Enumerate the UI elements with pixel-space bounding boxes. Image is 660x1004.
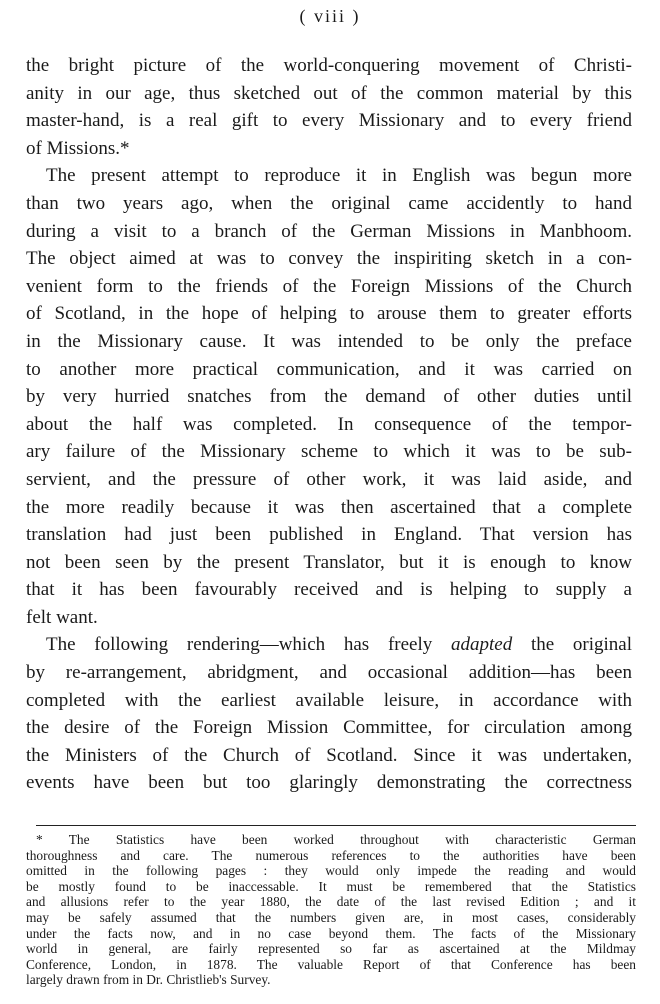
main-text (26, 52, 632, 797)
text-line: venient form to the friends of the Foreign Missions of the Church (26, 275, 632, 297)
text-line: in the Missionary cause. It was intended to be only the preface (26, 330, 632, 352)
text-line: not been seen by the present Translator, but it is enough to know (26, 551, 632, 573)
text-line: the Ministers of the Church of Scotland. Since it was undertaken, (26, 744, 632, 766)
footnote-line: and allusions refer to the year 1880, the date of the last revised Edition ; and it (26, 894, 636, 910)
text-fragment: the original (512, 634, 632, 656)
footnote-line: world in general, are fairly represented so far as ascertained at the Mildmay (26, 941, 636, 957)
text-line: that it has been favourably received and is helping to supply a (26, 579, 632, 601)
emphasis-text: adapted (450, 634, 513, 656)
footnote-line: may be safely assumed that the numbers given are, in most cases, considerably (26, 909, 636, 925)
footnote (26, 832, 636, 988)
text-line: by re-arrangement, abridgment, and occasional addition—has been (26, 662, 632, 684)
text-line: the desire of the Foreign Mission Committee, for circulation among (26, 717, 632, 739)
text-fragment: The following rendering—which has freely (46, 634, 451, 656)
text-line: the more readily because it was then ascertained that a complete (26, 496, 632, 518)
text-line: than two years ago, when the original came accidently to hand (26, 192, 632, 214)
footnote-line: Conference, London, in 1878. The valuable Report of that Conference has been (26, 956, 636, 972)
text-line: completed with the earliest available leisure, in accordance with (26, 689, 632, 711)
footnote-line: thoroughness and care. The numerous references to the authorities have been (26, 847, 636, 863)
page-number: ( viii ) (299, 6, 361, 26)
text-line: The present attempt to reproduce it in English was begun more (46, 165, 632, 187)
text-line: The object aimed at was to convey the inspiriting sketch in a con- (26, 248, 632, 270)
footnote-line: * The Statistics have been worked throughout with characteristic German (36, 832, 636, 847)
text-line: about the half was completed. In consequence of the tempor- (26, 413, 632, 435)
footnote-line: be mostly found to be inaccessable. It must be remembered that the Statistics (26, 878, 636, 894)
text-line: felt want. (26, 606, 98, 628)
text-line: during a visit to a branch of the German Missions in Manbhoom. (26, 220, 632, 242)
text-line: anity in our age, thus sketched out of the common material by this (26, 82, 632, 104)
text-line (26, 631, 632, 659)
text-line: ary failure of the Missionary scheme to which it was to be sub- (26, 441, 632, 463)
text-line: translation had just been published in England. That version has (26, 524, 632, 546)
text-line: servient, and the pressure of other work, it was laid aside, and (26, 468, 632, 490)
footnote-line: largely drawn from in Dr. Christlieb's Survey. (26, 972, 271, 988)
text-line: by very hurried snatches from the demand of other duties until (26, 386, 632, 408)
text-line: the bright picture of the world-conquering movement of Christi- (26, 55, 632, 76)
text-line: to another more practical communication, and it was carried on (26, 358, 632, 380)
footnote-line: under the facts now, and in no case beyond them. The facts of the Missionary (26, 925, 636, 941)
text-line: of Missions.* (26, 137, 130, 159)
text-line: of Scotland, in the hope of helping to arouse them to greater efforts (26, 303, 632, 325)
text-line: master-hand, is a real gift to every Missionary and to every friend (26, 110, 632, 132)
footnote-line: omitted in the following pages : they would only impede the reading and would (26, 863, 636, 879)
text-line: events have been but too glaringly demonstrating the correctness (26, 772, 632, 794)
footnote-divider (36, 825, 636, 826)
